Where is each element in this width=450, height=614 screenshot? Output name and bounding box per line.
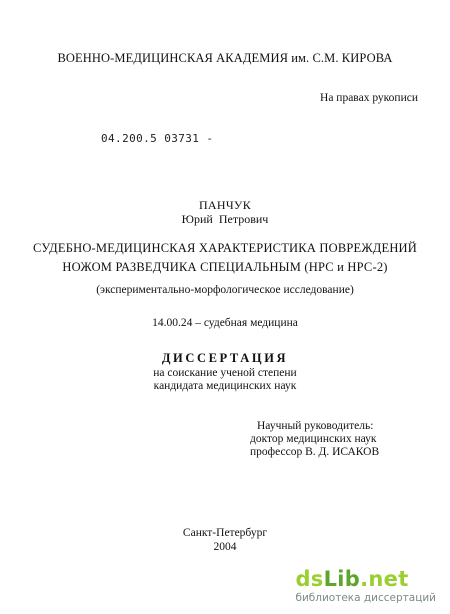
- thesis-title-line-1: СУДЕБНО-МЕДИЦИНСКАЯ ХАРАКТЕРИСТИКА ПОВРЕЖДЕНИЙ: [33, 241, 417, 255]
- year: 2004: [213, 541, 237, 553]
- thesis-title-line-2: НОЖОМ РАЗВЕДЧИКА СПЕЦИАЛЬНЫМ (НРС и НРС-2): [62, 260, 388, 274]
- logo-part-ds: ds: [295, 567, 324, 591]
- degree-line-2: кандидата медицинских наук: [153, 380, 297, 392]
- city: Санкт-Петербург: [182, 527, 268, 539]
- logo-part-net: .net: [360, 567, 409, 591]
- rights-note: На правах рукописи: [320, 92, 418, 104]
- registration-number: 04.200.5 03731 -: [101, 132, 214, 145]
- degree-line-1: на соискание ученой степени: [153, 367, 297, 379]
- supervisor-name: профессор В. Д. ИСАКОВ: [250, 446, 380, 458]
- institution-name: ВОЕННО-МЕДИЦИНСКАЯ АКАДЕМИЯ им. С.М. КИРОВА: [57, 51, 393, 65]
- watermark-tagline: библиотека диссертаций: [295, 592, 436, 604]
- specialty-code: 14.00.24 – судебная медицина: [152, 317, 298, 329]
- supervisor-role: Научный руководитель:: [257, 420, 374, 432]
- dslib-logo[interactable]: [295, 569, 436, 590]
- dslib-watermark[interactable]: [295, 569, 436, 604]
- author-name: Юрий Петрович: [181, 212, 269, 226]
- author-surname: ПАНЧУК: [198, 198, 252, 212]
- document-type: ДИССЕРТАЦИЯ: [161, 351, 289, 365]
- supervisor-degree: доктор медицинских наук: [250, 433, 377, 445]
- thesis-subtitle: (экспериментально-морфологическое исследование): [96, 284, 354, 296]
- logo-part-lib: Lib: [323, 567, 361, 591]
